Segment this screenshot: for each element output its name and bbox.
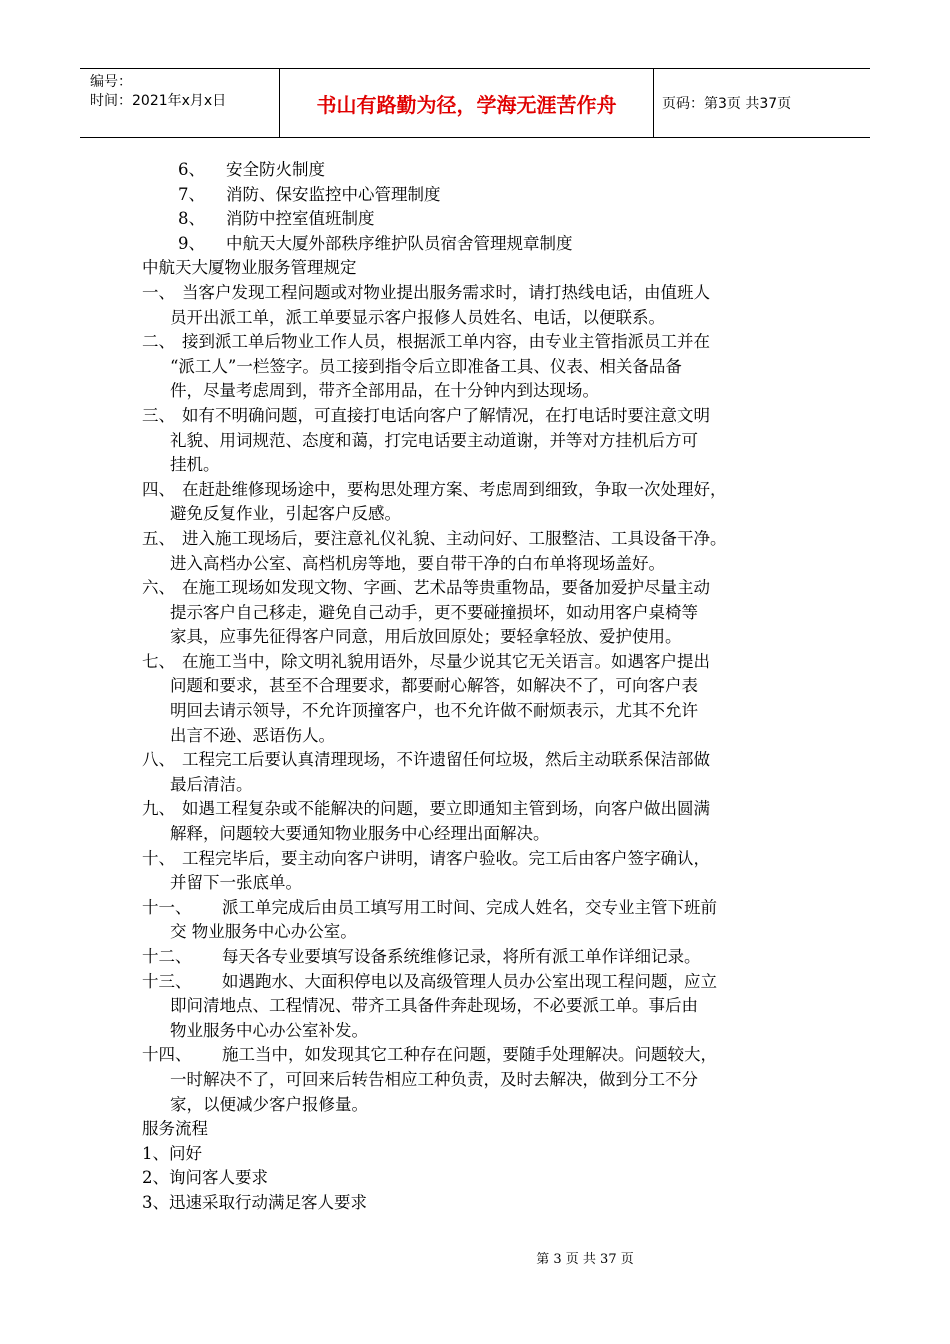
rule-item: 五、 进入施工现场后，要注意礼仪礼貌、主动问好、工服整洁、工具设备干净。 进入高档办公室、高档机房等地，要自带干净的白布单将现场盖好。 xyxy=(142,528,727,573)
rule-item: 六、 在施工现场如发现文物、字画、艺术品等贵重物品，要备加爱护尽量主动 提示客户自己移走，避免自己动手，更不要碰撞损坏，如动用客户桌椅等 家具，应事先征得客户同意，用后放回原处；要轻拿轻放、爱护使用。 xyxy=(142,578,710,647)
rule-item: 十四、 施工当中，如发现其它工种存在问题，要随手处理解决。问题较大， 一时解决不了，可回来后转告相应工种负责，及时去解决，做到分工不分 家，以便减少客户报修量。 xyxy=(142,1045,717,1114)
rule-item: 十三、 如遇跑水、大面积停电以及高级管理人员办公室出现工程问题，应立 即问清地点、工程情况、带齐工具备件奔赴现场，不必要派工单。事后由 物业服务中心办公室补发。 xyxy=(142,971,717,1040)
date-label: 时间：2021年x月x日 xyxy=(90,93,227,109)
rule-item: 八、 工程完工后要认真清理现场，不许遗留任何垃圾，然后主动联系保洁部做 最后清洁。 xyxy=(142,750,710,794)
motto: 书山有路勤为径，学海无涯苦作舟 xyxy=(280,69,654,137)
document-body xyxy=(142,158,832,1216)
flow-step: 2、询问客人要求 xyxy=(142,1168,268,1188)
list-item: 7、 消防、保安监控中心管理制度 xyxy=(178,184,441,204)
rule-item: 七、 在施工当中，除文明礼貌用语外，尽量少说其它无关语言。如遇客户提出 问题和要求，甚至不合理要求，都要耐心解答，如解决不了，可向客户表 明回去请示领导，不允许顶撞客户，也不允许做不耐烦表示，尤其不允许 出言不逊、恶语伤人。 xyxy=(142,651,710,745)
document-header xyxy=(80,68,870,138)
rule-item: 十一、 派工单完成后由员工填写用工时间、完成人姓名，交专业主管下班前 交 物业服务中心办公室。 xyxy=(142,897,717,942)
flow-step: 3、迅速采取行动满足客人要求 xyxy=(142,1192,367,1212)
page-footer: 第 3 页 共 37 页 xyxy=(536,1252,634,1267)
list-item: 9、 中航天大厦外部秩序维护队员宿舍管理规章制度 xyxy=(178,233,573,253)
list-item: 6、 安全防火制度 xyxy=(178,160,325,179)
rule-item: 二、 接到派工单后物业工作人员，根据派工单内容，由专业主管指派员工并在 “派工人”一栏签字。员工接到指令后立即准备工具、仪表、相关备品备 件，尽量考虑周到，带齐全部用品，在十分钟内到达现场。 xyxy=(142,332,710,401)
rule-item: 九、 如遇工程复杂或不能解决的问题，要立即通知主管到场，向客户做出圆满 解释，问题较大要通知物业服务中心经理出面解决。 xyxy=(142,799,710,844)
rule-item: 一、 当客户发现工程问题或对物业提出服务需求时，请打热线电话，由值班人 员开出派工单，派工单要显示客户报修人员姓名、电话，以便联系。 xyxy=(142,282,710,327)
number-label: 编号： xyxy=(90,74,132,90)
rule-item: 十、 工程完毕后，要主动向客户讲明，请客户验收。完工后由客户签字确认， 并留下一张底单。 xyxy=(142,848,710,893)
section-title: 中航天大厦物业服务管理规定 xyxy=(142,258,357,278)
rule-item: 三、 如有不明确问题，可直接打电话向客户了解情况，在打电话时要注意文明 礼貌、用词规范、态度和蔼，打完电话要主动道谢，并等对方挂机后方可 挂机。 xyxy=(142,405,710,475)
header-meta xyxy=(80,69,280,137)
rule-item: 四、 在赶赴维修现场途中，要构思处理方案、考虑周到细致，争取一次处理好， 避免反复作业，引起客户反感。 xyxy=(142,479,727,524)
flow-title: 服务流程 xyxy=(142,1119,208,1139)
rule-item: 十二、 每天各专业要填写设备系统维修记录，将所有派工单作详细记录。 xyxy=(142,947,701,966)
flow-step: 1、问好 xyxy=(142,1143,202,1163)
list-item: 8、 消防中控室值班制度 xyxy=(178,209,375,229)
page-info: 页码：第3页 共37页 xyxy=(662,96,792,112)
